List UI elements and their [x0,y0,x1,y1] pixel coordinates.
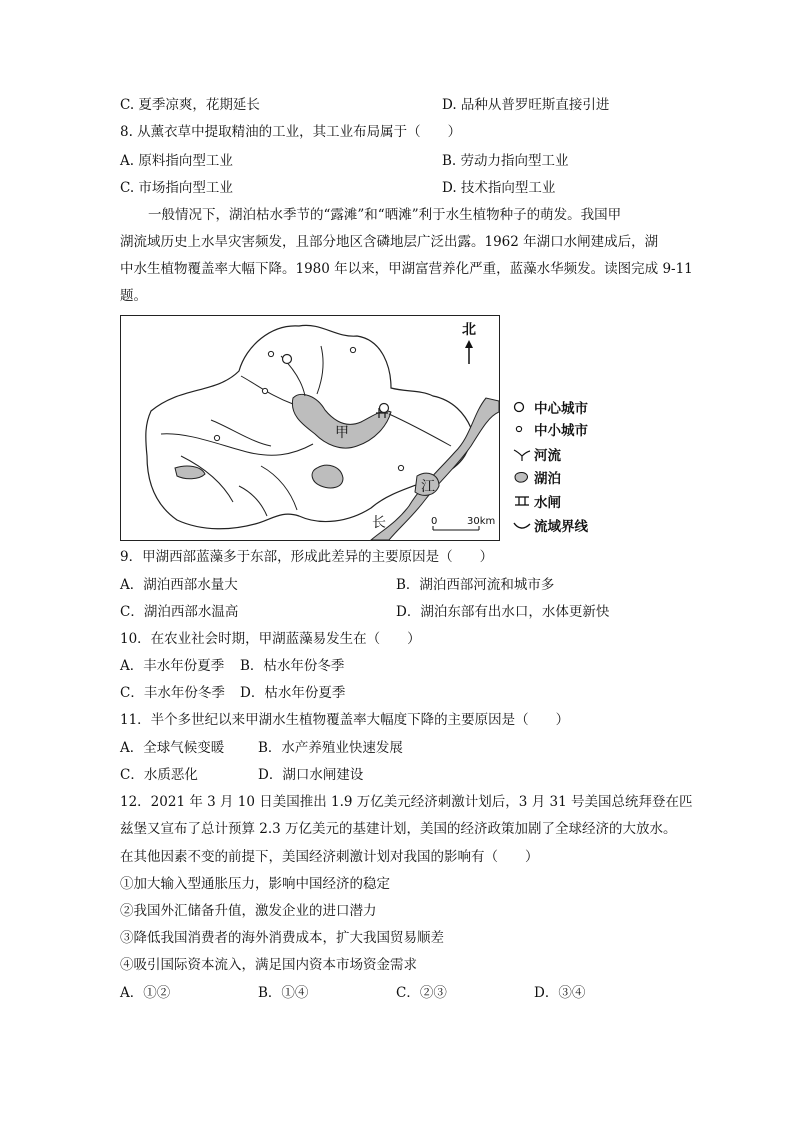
river-outlet [389,414,451,446]
q8-option-d: D. 技术指向型工业 [442,180,556,196]
lake-south [312,465,343,488]
q9-option-d: D．湖泊东部有出水口，水体更新快 [396,604,610,620]
lake-basin-map [120,315,500,541]
q11-option-d: D．湖口水闸建设 [258,767,364,783]
q10-stem: 10．在农业社会时期，甲湖蓝藻易发生在（ ） [120,631,421,647]
q12-option-c: C．②③ [396,985,447,1001]
scale-zero-label: 0 [431,516,438,527]
center-city-icon [512,399,532,415]
small-city-mark [350,347,355,352]
q12-item-3: ③降低我国消费者的海外消费成本，扩大我国贸易顺差 [120,930,444,946]
q12-option-d: D．③④ [534,985,586,1001]
q12-option-a: A．①② [120,985,171,1001]
small-city-mark [398,465,403,470]
river-icon [512,446,532,462]
legend-river-label: 河流 [534,448,561,464]
q11-option-b: B．水产养殖业快速发展 [258,740,403,756]
boundary-icon [512,517,532,533]
q8-option-a: A. 原料指向型工业 [120,153,233,169]
legend-boundary [512,515,588,535]
legend-sluice [512,491,561,511]
q9-stem: 9．甲湖西部蓝藻多于东部，形成此差异的主要原因是（ ） [120,549,494,565]
q12-line-2: 兹堡又宣布了总计预算 2.3 万亿美元的基建计划，美国的经济政策加剧了全球经济的大放水。 [120,821,677,837]
q12-item-1: ①加大输入型通胀压力，影响中国经济的稳定 [120,876,390,892]
legend-small-city [512,419,588,439]
q12-line-3: 在其他因素不变的前提下，美国经济刺激计划对我国的影响有（ ） [120,849,539,865]
small-city-icon [512,421,532,437]
small-city-mark [214,435,219,440]
q12-item-2: ②我国外汇储备升值，激发企业的进口潜力 [120,903,377,919]
map-drawing [121,316,499,540]
q12-item-4: ④吸引国际资本流入，满足国内资本市场资金需求 [120,957,417,973]
river-3 [211,420,271,446]
q12-line-1: 12．2021 年 3 月 10 日美国推出 1.9 万亿美元经济刺激计划后，3 月 31 号美国总统拜登在匹 [120,794,693,810]
river-7 [261,466,297,510]
q11-option-a: A．全球气候变暖 [120,740,225,756]
q9-option-a: A．湖泊西部水量大 [120,577,238,593]
passage-line-4: 题。 [120,288,147,304]
river-label-chang: 长 [372,515,386,531]
scale-end-label: 30km [467,516,496,527]
lake-jia-label: 甲 [335,425,349,441]
legend-center-city [512,397,588,417]
north-label: 北 [462,322,476,338]
passage-line-1: 一般情况下，湖泊枯水季节的“露滩”和“晒滩”利于水生植物种子的萌发。我国甲 [148,207,622,223]
q10-option-b: B．枯水年份冬季 [240,658,345,674]
small-city-mark [268,351,273,356]
q8-stem: 8. 从薰衣草中提取精油的工业，其工业布局属于（ ） [120,124,462,140]
q10-option-a: A．丰水年份夏季 [120,658,225,674]
north-arrow-icon [465,340,473,364]
legend-river [512,444,561,464]
legend-lake-label: 湖泊 [534,471,561,487]
river-8 [239,486,267,516]
q9-option-b: B．湖泊西部河流和城市多 [396,577,555,593]
q8-option-b: B. 劳动力指向型工业 [442,153,569,169]
sluice-icon [512,493,532,509]
q7-option-c: C. 夏季凉爽，花期延长 [120,97,260,113]
center-city-mark [380,404,389,413]
q11-option-c: C．水质恶化 [120,767,198,783]
legend-sluice-label: 水闸 [534,495,561,511]
river-6 [317,346,323,394]
legend-lake [512,467,561,487]
passage-line-3: 中水生植物覆盖率大幅下降。1980 年以来，甲湖富营养化严重，蓝藻水华频发。读图完成 9-11 [120,261,693,277]
q8-option-c: C. 市场指向型工业 [120,180,233,196]
legend-boundary-label: 流域界线 [534,519,588,535]
legend-small-city-label: 中小城市 [534,423,588,439]
lake-icon [512,469,532,485]
q9-option-c: C．湖泊西部水温高 [120,604,239,620]
q10-option-d: D．枯水年份夏季 [240,685,346,701]
q10-option-c: C．丰水年份冬季 [120,685,225,701]
passage-line-2: 湖流域历史上水旱灾害频发，且部分地区含磷地层广泛出露。1962 年湖口水闸建成后，湖 [120,234,659,250]
river-label-jiang: 江 [421,479,435,495]
small-city-mark [262,388,267,393]
q12-option-b: B．①④ [258,985,309,1001]
center-city-mark [283,355,292,364]
q11-stem: 11．半个多世纪以来甲湖水生植物覆盖率大幅度下降的主要原因是（ ） [120,712,570,728]
q7-option-d: D. 品种从普罗旺斯直接引进 [442,97,610,113]
river-1 [161,434,313,455]
legend-center-city-label: 中心城市 [534,401,588,417]
